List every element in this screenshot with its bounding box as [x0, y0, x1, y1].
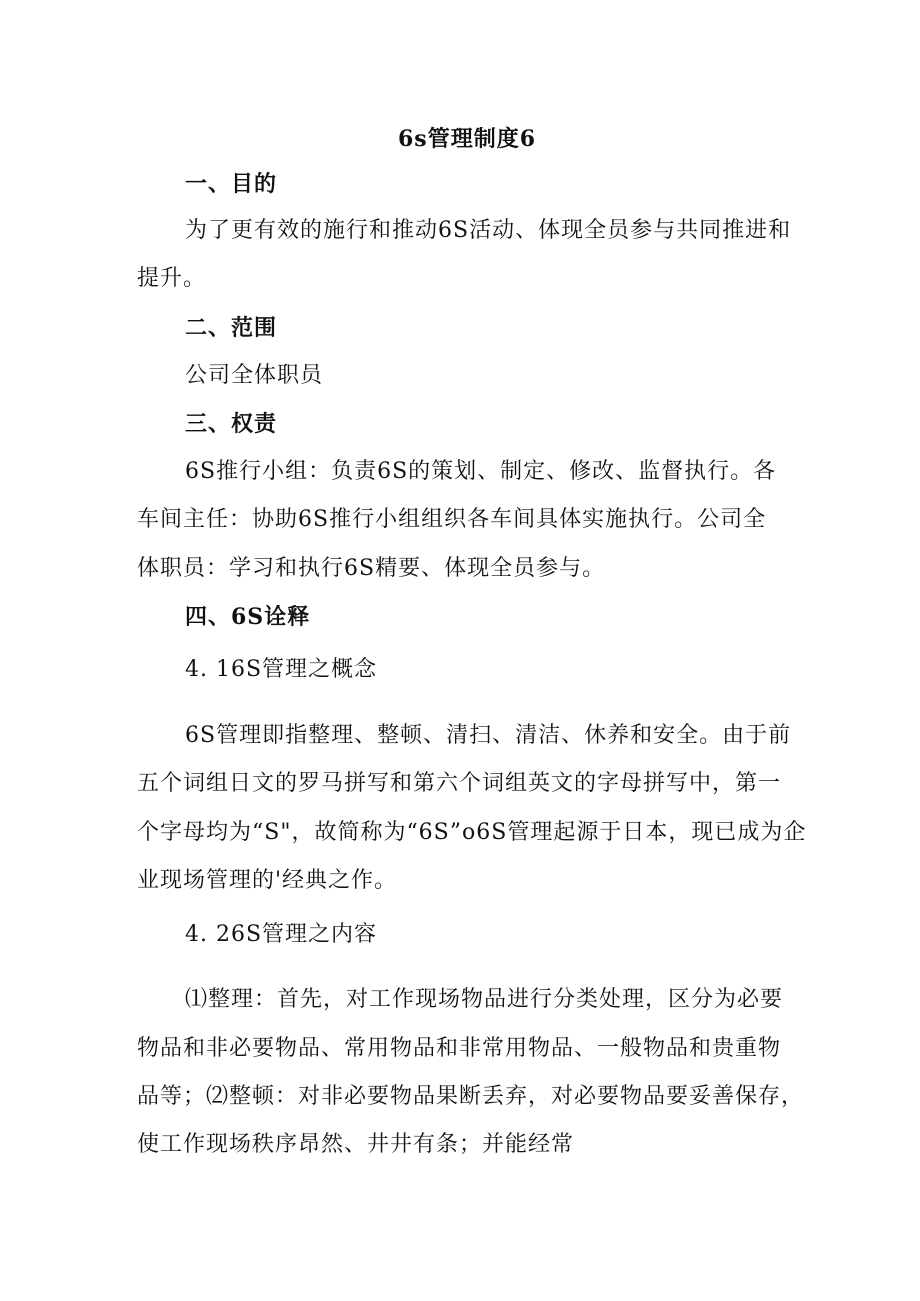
- section-heading-responsibility: 三、权责: [185, 411, 278, 437]
- section-heading-interpretation: 四、6S诠释: [185, 604, 311, 630]
- content-line-2: 物品和非必要物品、常用物品和非常用物品、一般物品和贵重物: [137, 1036, 782, 1061]
- content-line-4: 使工作现场秩序昂然、井井有条；并能经常: [137, 1132, 575, 1157]
- subsection-title-concept: 4. 16S管理之概念: [185, 657, 378, 682]
- concept-line-4: 业现场管理的'经典之作。: [137, 868, 398, 893]
- scope-line-1: 公司全体职员: [185, 363, 324, 388]
- content-line-3: 品等；⑵整顿：对非必要物品果断丢弃，对必要物品要妥善保存，: [137, 1084, 805, 1109]
- purpose-line-2: 提升。: [137, 266, 207, 291]
- content-line-1: ⑴整理：首先，对工作现场物品进行分类处理，区分为必要: [185, 987, 784, 1012]
- subsection-title-content: 4. 26S管理之内容: [185, 922, 378, 947]
- responsibility-line-1: 6S推行小组：负责6S的策划、制定、修改、监督执行。各: [185, 459, 777, 484]
- purpose-line-1: 为了更有效的施行和推动6S活动、体现全员参与共同推进和: [185, 218, 792, 243]
- concept-line-2: 五个词组日文的罗马拼写和第六个词组英文的字母拼写中，第一: [137, 771, 782, 796]
- section-heading-purpose: 一、目的: [185, 171, 278, 197]
- concept-line-3: 个字母均为“S"，故简称为“6S”o6S管理起源于日本，现已成为企: [137, 820, 807, 845]
- responsibility-line-2: 车间主任：协助6S推行小组组织各车间具体实施执行。公司全: [137, 507, 767, 532]
- section-heading-scope: 二、范围: [185, 315, 278, 341]
- concept-line-1: 6S管理即指整理、整顿、清扫、清洁、休养和安全。由于前: [185, 723, 792, 748]
- document-title: 6s管理制度6: [398, 126, 537, 152]
- responsibility-line-3: 体职员：学习和执行6S精要、体现全员参与。: [137, 556, 606, 581]
